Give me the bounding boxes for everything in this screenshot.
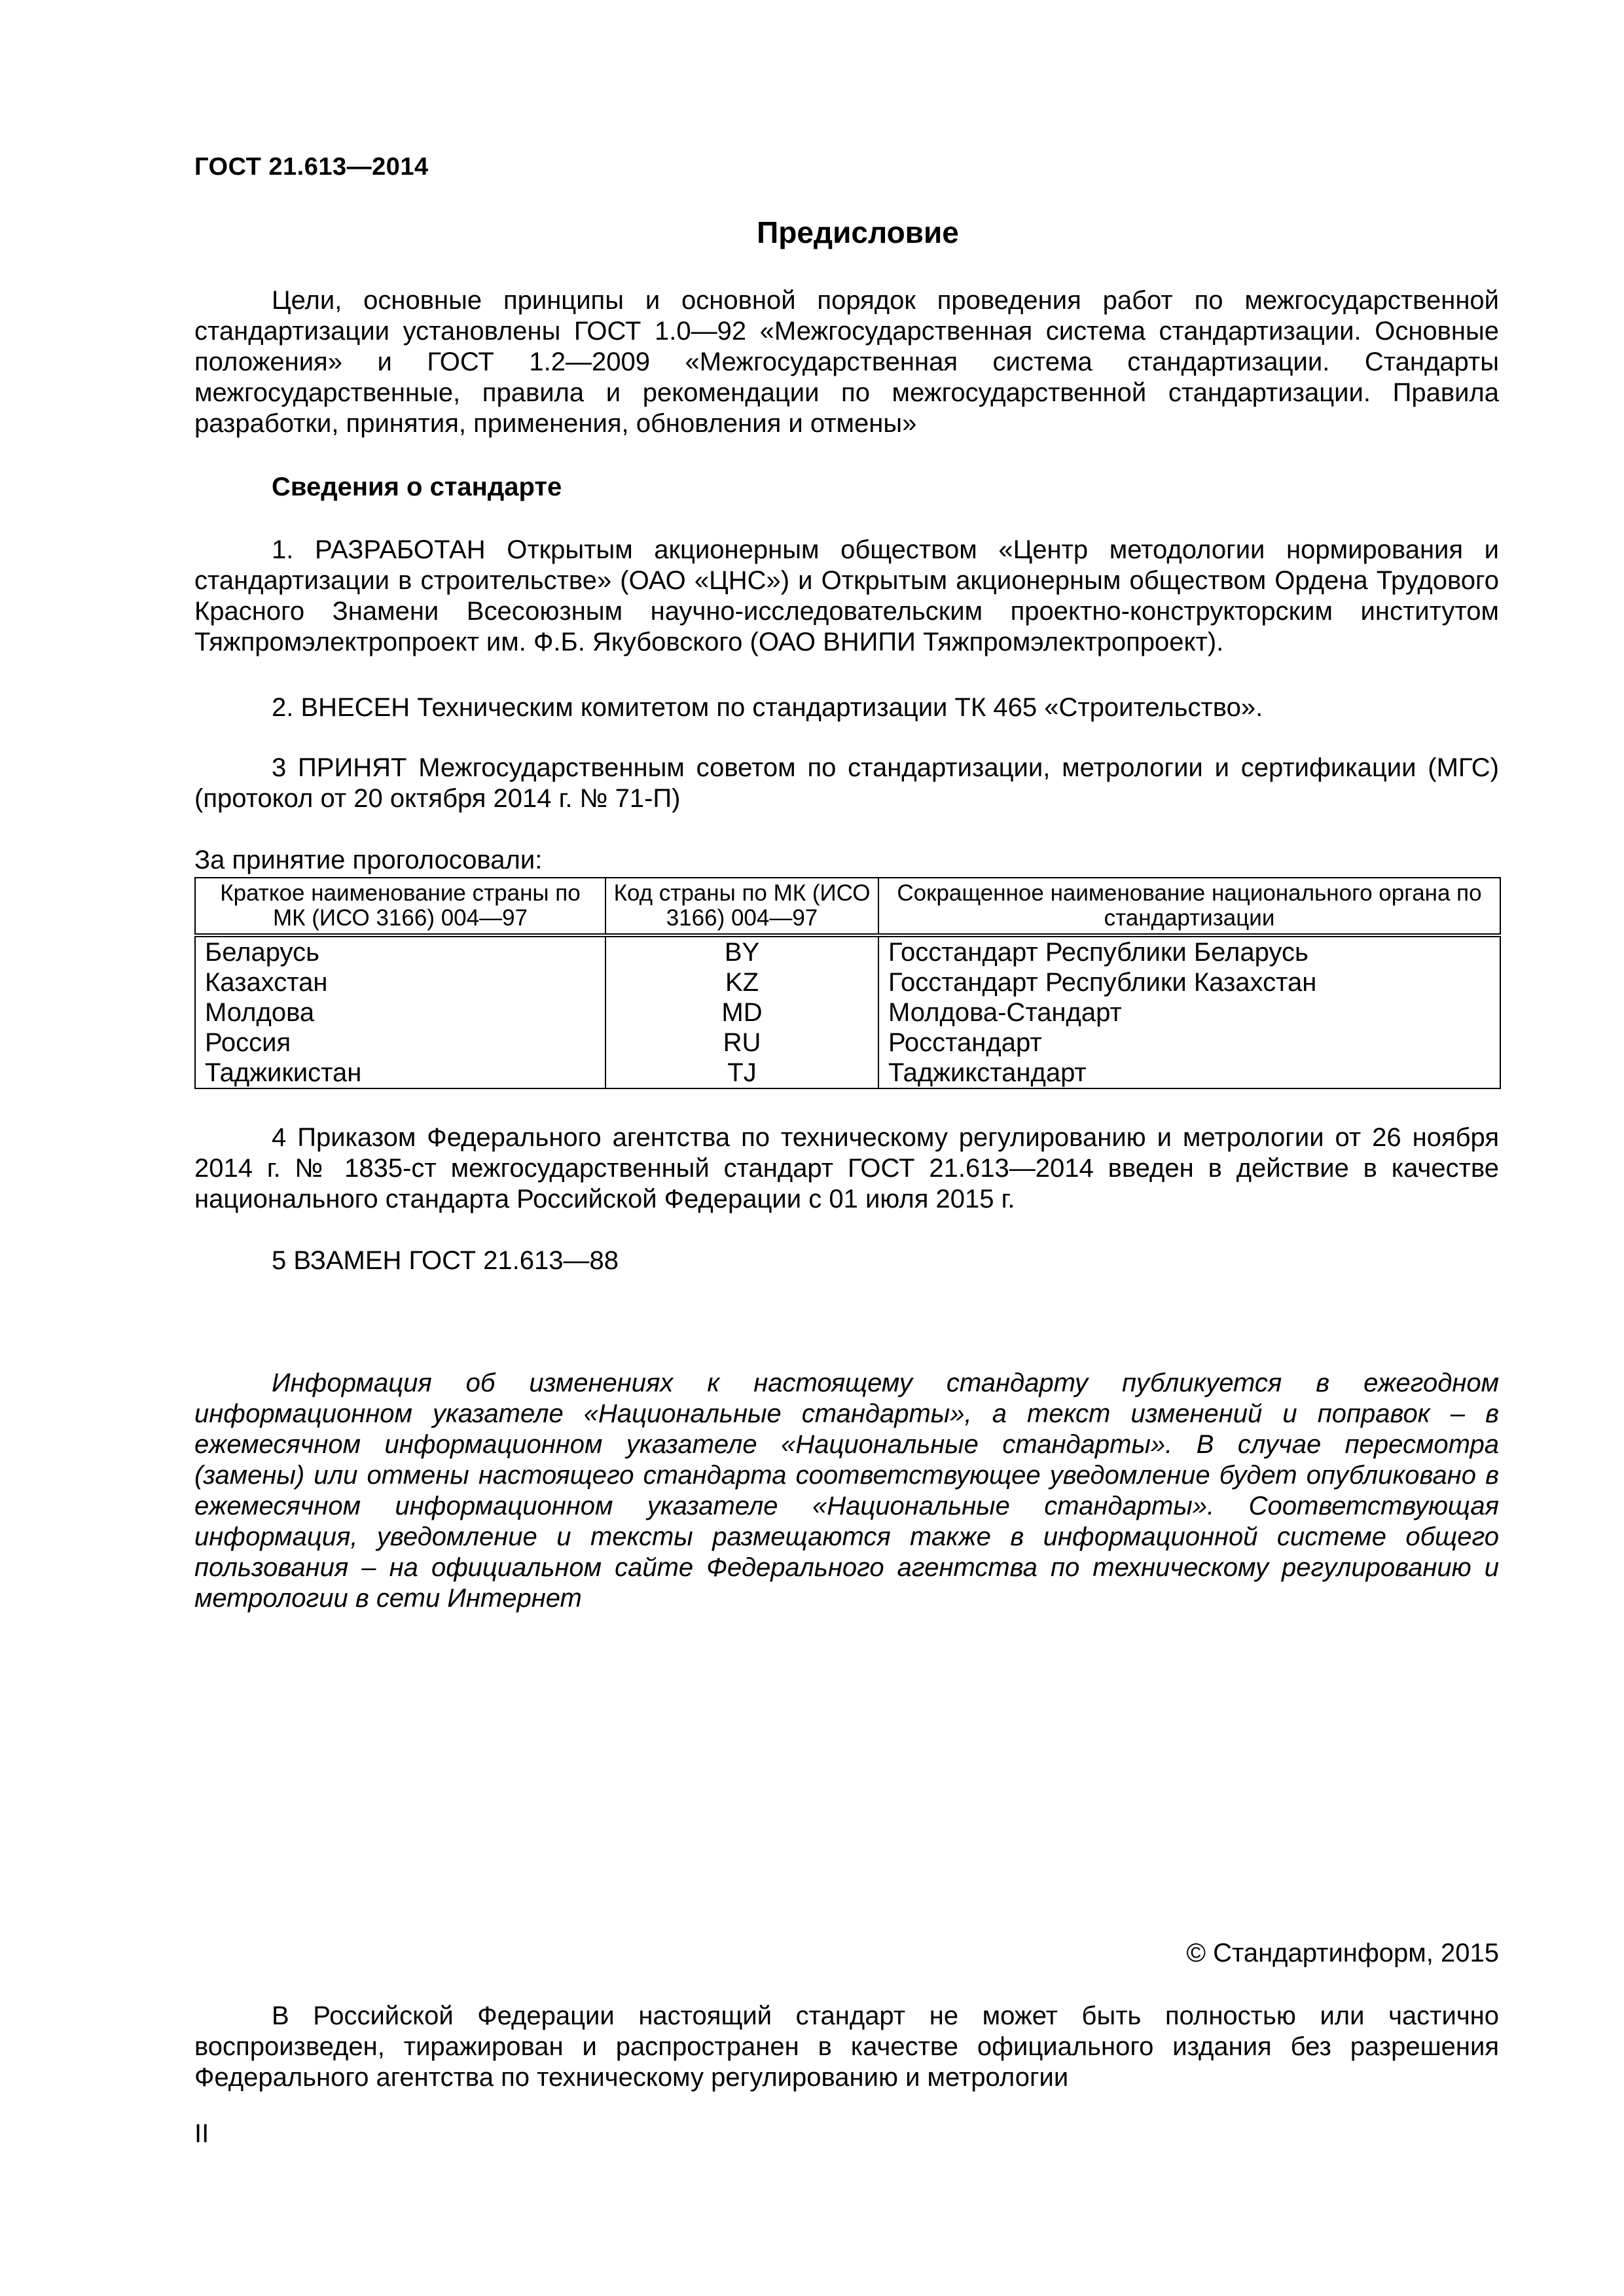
body-cell: Таджикстандарт bbox=[878, 1058, 1500, 1088]
page-title: Предисловие bbox=[757, 215, 959, 249]
table-row bbox=[195, 967, 1500, 997]
item-developed: 1. РАЗРАБОТАН Открытым акционерным обществом «Центр методологии нормирования и стандартизации в строительстве» (ОАО «ЦНС») и Открытым акционерным обществом Ордена Трудового Красного Знамени Всесоюзным научно-исследовательским проектно-конструкторским институтом Тяжпромэлектропроект им. Ф.Б. Якубовского (ОАО ВНИПИ Тяжпромэлектропроект). bbox=[194, 535, 1499, 656]
column-header-code: Код страны по МК (ИСО 3166) 004—97 bbox=[605, 878, 878, 935]
item-introduced: 2. ВНЕСЕН Техническим комитетом по стандартизации ТК 465 «Строительство». bbox=[272, 693, 1263, 722]
voting-table bbox=[194, 877, 1501, 1089]
body-cell: Госстандарт Республики Беларусь bbox=[878, 935, 1500, 967]
country-cell: Беларусь bbox=[195, 935, 605, 967]
standard-code-header: ГОСТ 21.613—2014 bbox=[194, 153, 429, 181]
item-order: 4 Приказом Федерального агентства по техническому регулированию и метрологии от 26 ноября 2014 г. № 1835-ст межгосударственный стандарт ГОСТ 21.613—2014 введен в действие в качестве национального стандарта Российской Федерации с 01 июля 2015 г. bbox=[194, 1123, 1499, 1213]
rights-notice: В Российской Федерации настоящий стандарт не может быть полностью или частично воспроизведен, тиражирован и распространен в качестве официального издания без разрешения Федерального агентства по техническому регулированию и метрологии bbox=[194, 2001, 1499, 2092]
code-cell: RU bbox=[605, 1028, 878, 1058]
item-adopted: 3 ПРИНЯТ Межгосударственным советом по стандартизации, метрологии и сертификации (МГС) (протокол от 20 октября 2014 г. № 71-П) bbox=[194, 753, 1499, 813]
table-row bbox=[195, 935, 1500, 967]
code-cell: BY bbox=[605, 935, 878, 967]
table-row bbox=[195, 1028, 1500, 1058]
copyright-line: © Стандартинформ, 2015 bbox=[1186, 1939, 1499, 1967]
country-cell: Таджикистан bbox=[195, 1058, 605, 1088]
table-row bbox=[195, 1058, 1500, 1088]
body-cell: Госстандарт Республики Казахстан bbox=[878, 967, 1500, 997]
code-cell: MD bbox=[605, 997, 878, 1028]
code-cell: TJ bbox=[605, 1058, 878, 1088]
vote-caption: За принятие проголосовали: bbox=[194, 846, 543, 874]
page-number: II bbox=[194, 2119, 209, 2148]
table-row bbox=[195, 997, 1500, 1028]
intro-paragraph: Цели, основные принципы и основной порядок проведения работ по межгосударственной стандартизации установлены ГОСТ 1.0—92 «Межгосударственная система стандартизации. Основные положения» и ГОСТ 1.2—2009 «Межгосударственная система стандартизации. Стандарты межгосударственные, правила и рекомендации по межгосударственной стандартизации. Правила разработки, принятия, применения, обновления и отмены» bbox=[194, 286, 1499, 438]
column-header-country: Краткое наименование страны по МК (ИСО 3166) 004—97 bbox=[195, 878, 605, 935]
code-cell: KZ bbox=[605, 967, 878, 997]
standard-info-heading: Сведения о стандарте bbox=[272, 473, 562, 501]
voting-table-header-row bbox=[195, 878, 1500, 935]
country-cell: Россия bbox=[195, 1028, 605, 1058]
body-cell: Росстандарт bbox=[878, 1028, 1500, 1058]
column-header-body: Сокращенное наименование национального органа по стандартизации bbox=[878, 878, 1500, 935]
country-cell: Молдова bbox=[195, 997, 605, 1028]
body-cell: Молдова-Стандарт bbox=[878, 997, 1500, 1028]
country-cell: Казахстан bbox=[195, 967, 605, 997]
changes-notice: Информация об изменениях к настоящему стандарту публикуется в ежегодном информационном указателе «Национальные стандарты», а текст изменений и поправок – в ежемесячном информационном указателе «Национальные стандарты». В случае пересмотра (замены) или отмены настоящего стандарта соответствующее уведомление будет опубликовано в ежемесячном информационном указателе «Национальные стандарты». Соответствующая информация, уведомление и тексты размещаются также в информационной системе общего пользования – на официальном сайте Федерального агентства по техническому регулированию и метрологии в сети Интернет bbox=[194, 1369, 1499, 1613]
item-replaces: 5 ВЗАМЕН ГОСТ 21.613—88 bbox=[272, 1246, 619, 1275]
